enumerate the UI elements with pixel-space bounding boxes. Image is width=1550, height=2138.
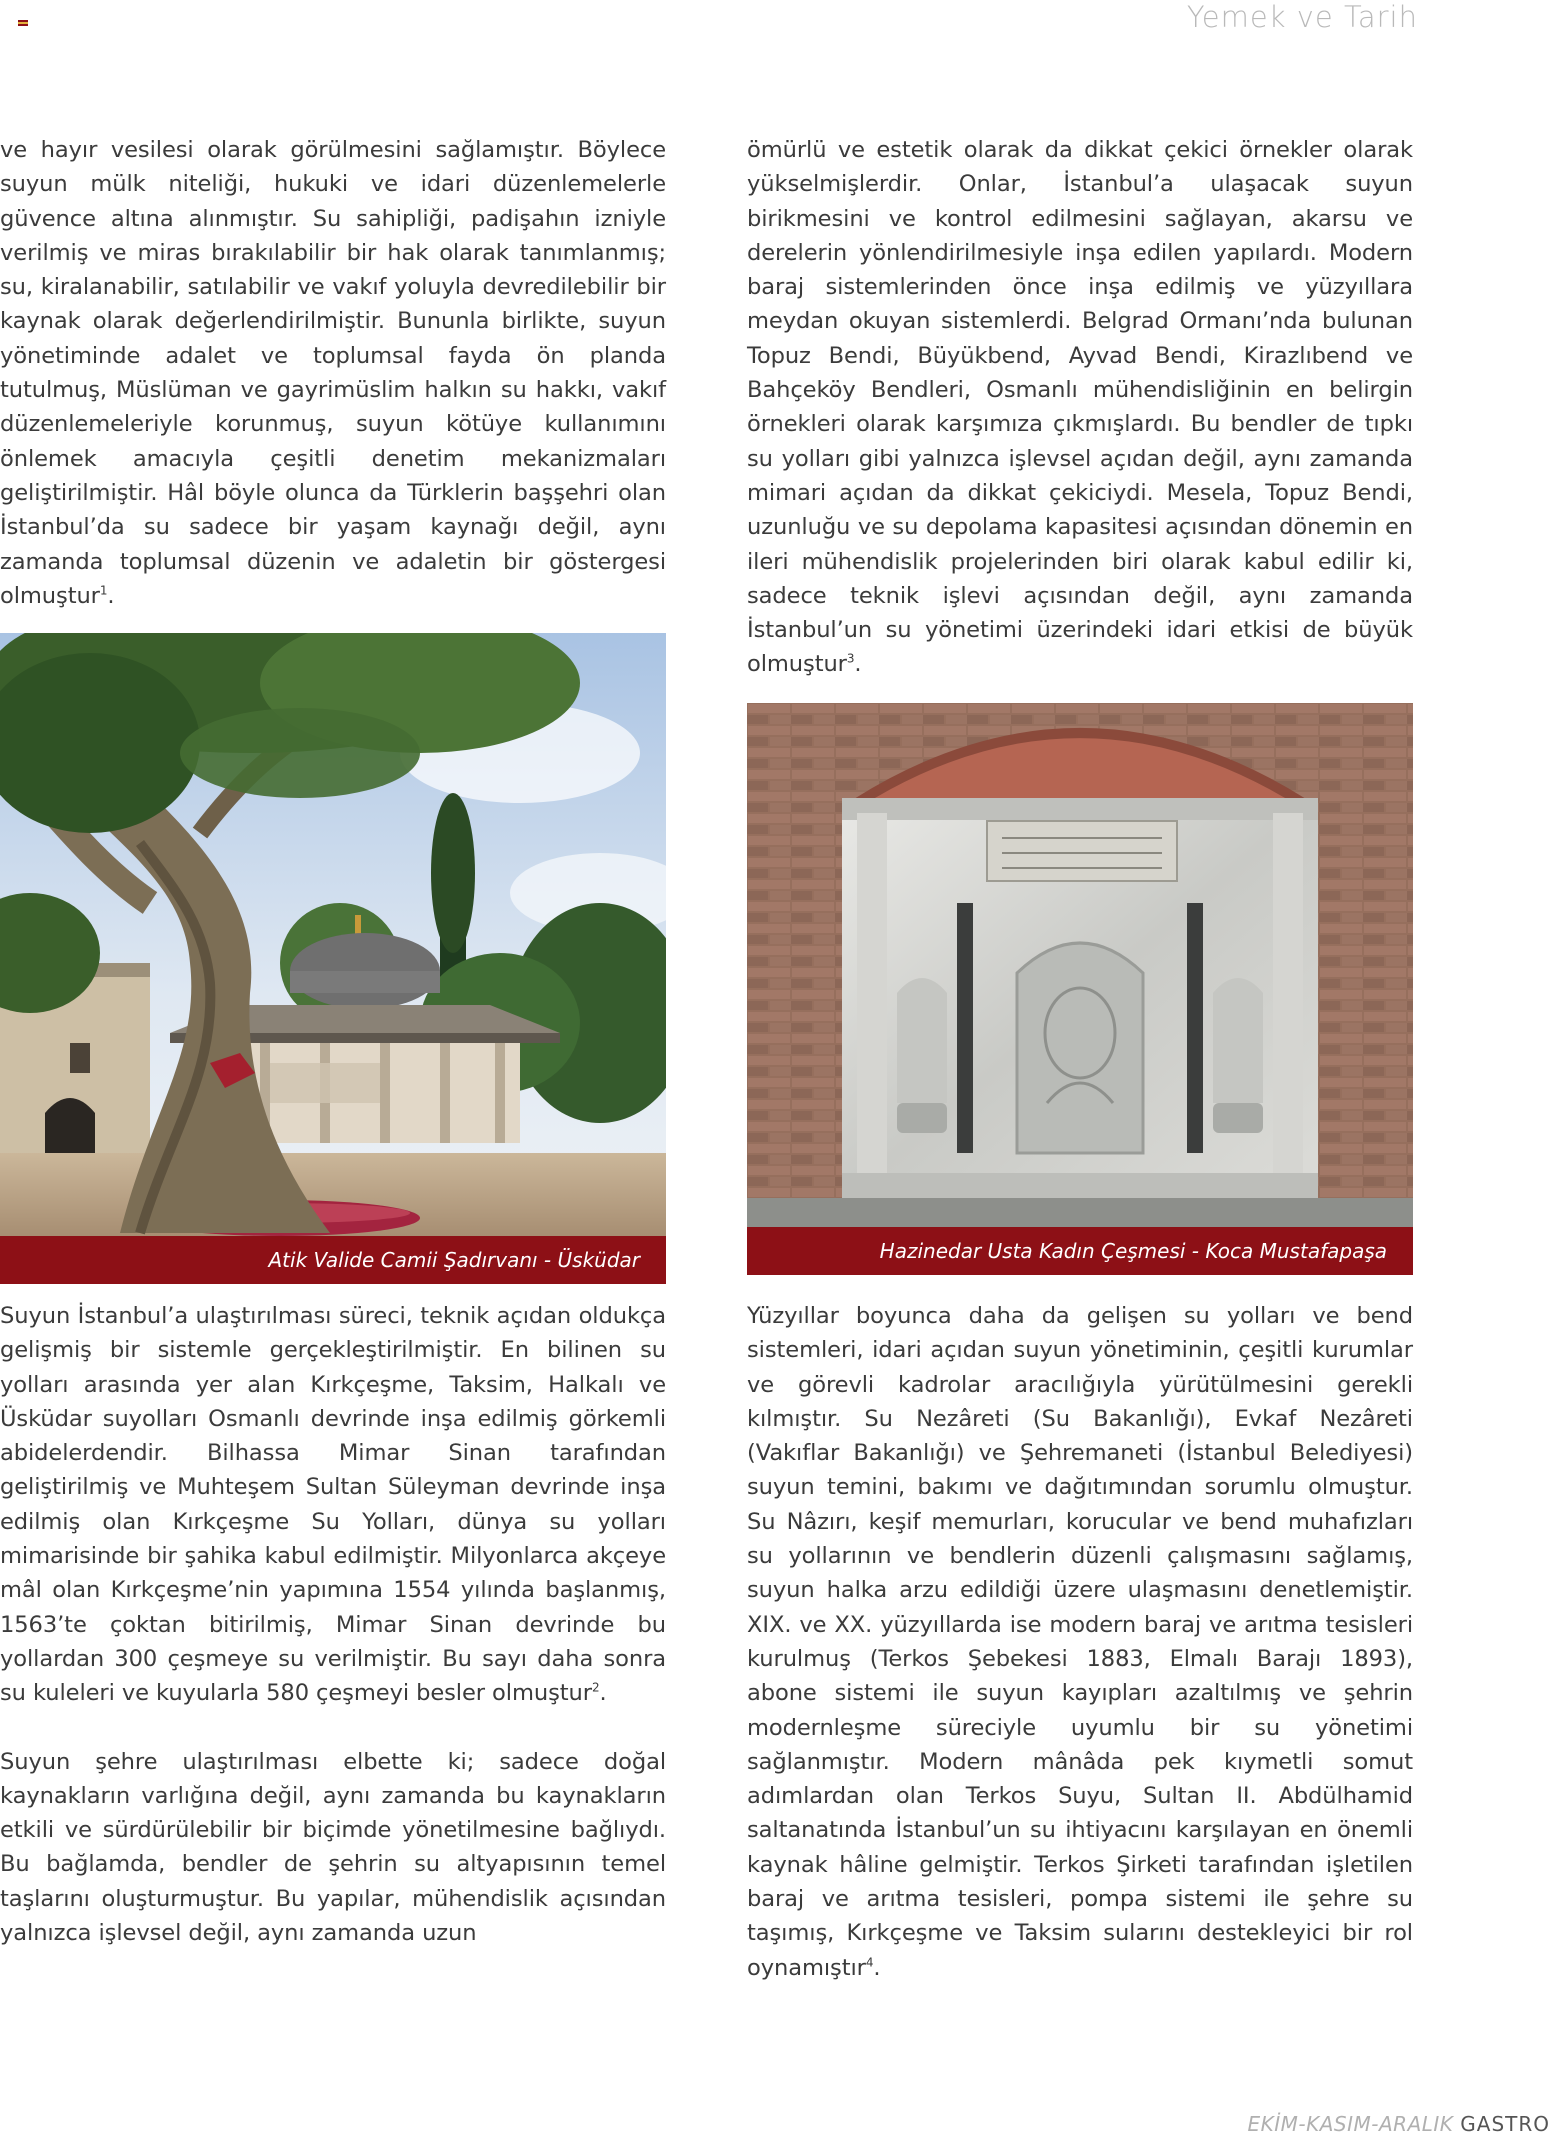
header-logo-mark-icon (18, 20, 28, 26)
figure-caption: Hazinedar Usta Kadın Çeşmesi - Koca Mustafapaşa (747, 1227, 1413, 1275)
paragraph: Suyun şehre ulaştırılması elbette ki; sadece doğal kaynakların varlığına değil, aynı zamanda bu kaynakların etkili ve sürdürülebilir bir biçimde yönetilmesine bağlıydı. Bu bağlamda, bendler de şehrin su altyapısının temel taşlarını oluşturmuştur. Bu yapılar, mühendislik açısından yalnızca işlevsel değil, aynı zamanda uzun (0, 1748, 666, 1947)
photo-atik-valide-sadirvan (0, 633, 666, 1236)
footnote-ref[interactable]: 4 (865, 1955, 874, 1970)
paragraph: ve hayır vesilesi olarak görülmesini sağlamıştır. Böylece suyun mülk niteliği, hukuki ve idari düzenlemelerle güvence altına alınmıştır. Su sahipliği, padişahın izniyle verilmiş ve miras bırakılabilir bir hak olarak tanımlanmış; su, kiralanabilir, satılabilir ve vakıf yoluyla devredilebilir bir kaynak olarak değerlendirilmiştir. Bununla birlikte, suyun yönetiminde adalet ve toplumsal fayda ön planda tutulmuş, Müslüman ve gayrimüslim halkın su hakkı, vakıf düzenlemeleriyle korunmuş, suyun kötüye kullanımını önlemek amacıyla çeşitli denetim mekanizmaları geliştirilmiştir. Hâl böyle olunca da Türklerin başşehri olan İstanbul’da su sadece bir yaşam kaynağı değil, aynı zamanda toplumsal düzenin ve adaletin bir göstergesi olmuştur$^1$. (0, 137, 666, 609)
photo-hazinedar-cesmesi (747, 703, 1413, 1227)
paragraph: Yüzyıllar boyunca daha da gelişen su yolları ve bend sistemleri, idari açıdan suyun yönetiminin, çeşitli kurumlar ve görevli kadrolar aracılığıyla yürütülmesini gerekli kılmıştır. Su Nezâreti (Su Bakanlığı), Evkaf Nezâreti (Vakıflar Bakanlığı) ve Şehremaneti (İstanbul Belediyesi) suyun temini, bakımı ve dağıtımından sorumlu olmuştur. Su Nâzırı, keşif memurları, korucular ve bend muhafızları su yollarının ve bendlerin düzenli çalışmasını sağlamış, suyun halka arzu edildiği üzere ulaşmasını denetlemiştir. XIX. ve XX. yüzyıllarda ise modern baraj ve arıtma tesisleri kurulmuş (Terkos Şebekesi 1883, Elmalı Barajı 1893), abone sistemi ile suyun kayıpları azaltılmış ve şehrin modernleşme süreciyle uyumlu bir su yönetimi sağlanmıştır. Modern mânâda pek kıymetli somut adımlardan olan Terkos Suyu, Sultan II. Abdülhamid saltanatında İstanbul’un su ihtiyacını karşılayan en önemli kaynak hâline gelmiştir. Terkos Şirketi tarafından işletilen baraj ve arıtma tesisleri, pompa sistemi ile şehre su taşımış, Kırkçeşme ve Taksim sularını destekleyici bir rol oynamıştır$^4$. (747, 1303, 1413, 1981)
right-column-bottom-text (747, 1299, 1413, 1985)
paragraph: Suyun İstanbul’a ulaştırılması süreci, teknik açıdan oldukça gelişmiş bir sistemle gerçekleştirilmiştir. En bilinen su yolları arasında yer alan Kırkçeşme, Taksim, Halkalı ve Üsküdar suyolları Osmanlı devrinde inşa edilmiş görkemli abidelerdendir. Bilhassa Mimar Sinan tarafından geliştirilmiş ve Muhteşem Sultan Süleyman devrinde inşa edilmiş olan Kırkçeşme Su Yolları, dünya su yolları mimarisinde bir şahika kabul edilmiştir. Milyonlarca akçeye mâl olan Kırkçeşme’nin yapımına 1554 yılında başlanmış, 1563’te çoktan bitirilmiş, Mimar Sinan devrinde bu yollardan 300 çeşmeye su verilmiştir. Bu sayı daha sonra su kuleleri ve kuyularla 580 çeşmeyi besler olmuştur$^2$. (0, 1303, 666, 1707)
photo-illustration (747, 703, 1413, 1227)
footnote-ref[interactable]: 2 (591, 1680, 600, 1695)
magazine-brand: GASTRO (1460, 2112, 1550, 2136)
figure-caption: Atik Valide Camii Şadırvanı - Üsküdar (0, 1236, 666, 1284)
left-column-top-text (0, 133, 666, 613)
right-column-top-text (747, 133, 1413, 682)
footnote-ref[interactable]: 1 (99, 583, 108, 598)
section-title: Yemek ve Tarih (1186, 0, 1418, 34)
figure-sadirvan (0, 633, 666, 1284)
page-footer (1248, 2112, 1550, 2136)
footnote-ref[interactable]: 3 (846, 651, 855, 666)
figure-cesme (747, 703, 1413, 1275)
issue-label: EKİM-KASIM-ARALIK (1247, 2112, 1454, 2136)
left-column-bottom-text (0, 1299, 666, 1950)
paragraph: ömürlü ve estetik olarak da dikkat çekici örnekler olarak yükselmişlerdir. Onlar, İstanbul’a ulaşacak suyun birikmesini ve kontrol edilmesini sağlayan, akarsu ve derelerin yönlendirilmesiyle inşa edilen yapılardı. Modern baraj sistemlerinden önce inşa edilmiş ve yüzyıllara meydan okuyan sistemlerdi. Belgrad Ormanı’nda bulunan Topuz Bendi, Büyükbend, Ayvad Bendi, Kirazlıbend ve Bahçeköy Bendleri, Osmanlı mühendisliğinin en belirgin örnekleri olarak karşımıza çıkmışlardı. Bu bendler de tıpkı su yolları gibi yalnızca işlevsel açıdan değil, aynı zamanda mimari açıdan da dikkat çekiciydi. Mesela, Topuz Bendi, uzunluğu ve su depolama kapasitesi açısından dönemin en ileri mühendislik projelerinden biri olarak kabul edilir ki, sadece teknik işlevi açısından değil, aynı zamanda İstanbul’un su yönetimi üzerindeki idari etkisi de büyük olmuştur$^3$. (747, 137, 1413, 678)
photo-illustration (0, 633, 666, 1236)
